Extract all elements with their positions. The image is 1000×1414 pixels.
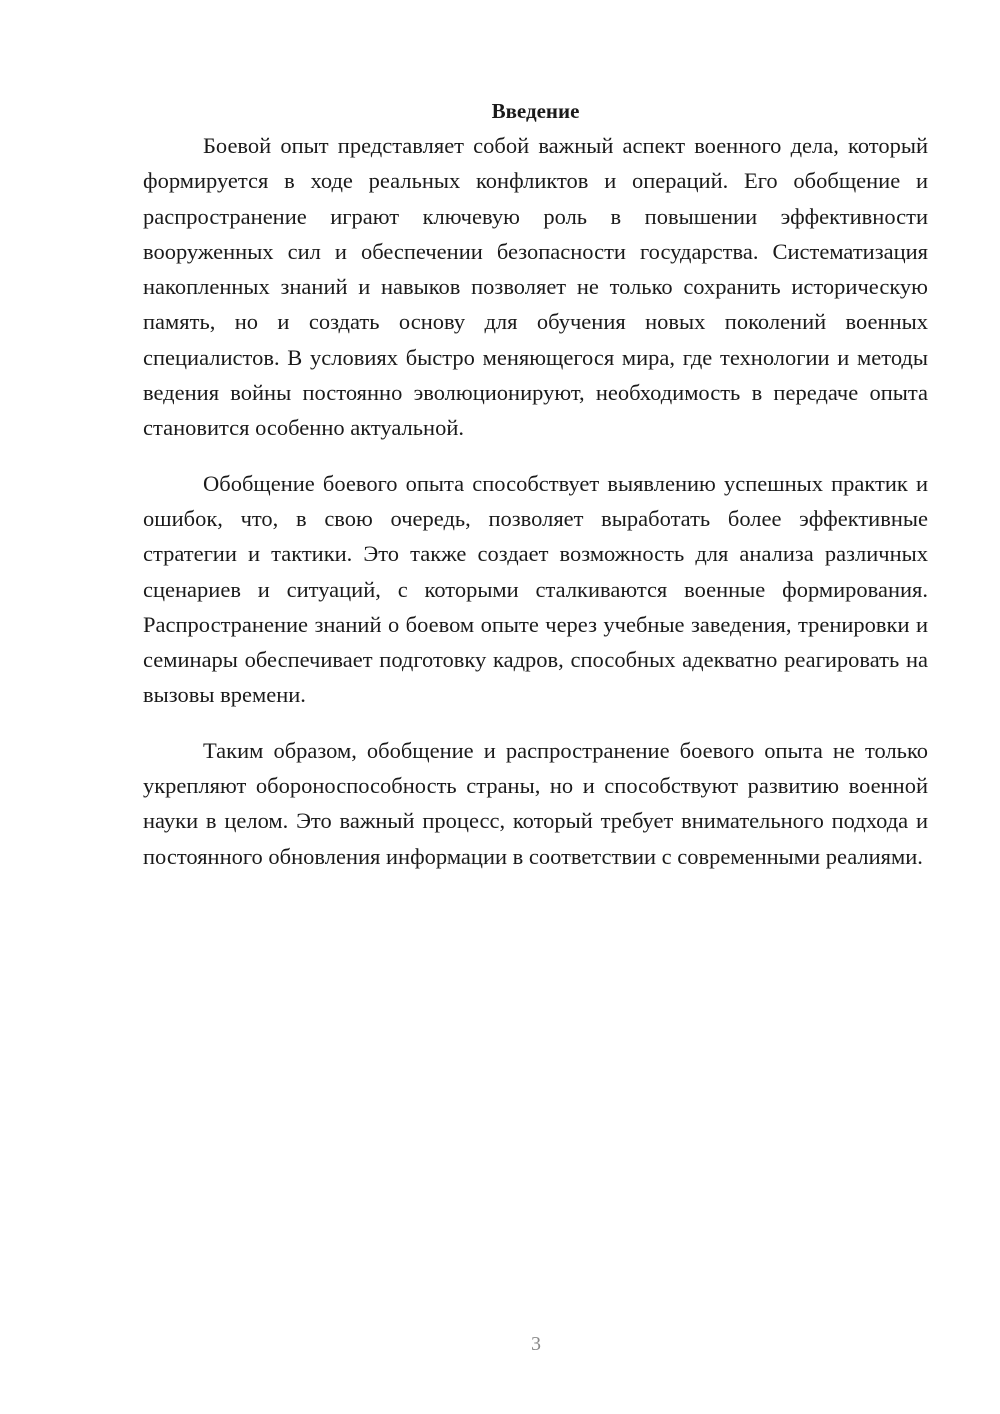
document-body bbox=[143, 96, 928, 894]
paragraph-2: Обобщение боевого опыта способствует выявлению успешных практик и ошибок, что, в свою очередь, позволяет выработать более эффективные стратегии и тактики. Это также создает возможность для анализа различных сценариев и ситуаций, с которыми сталкиваются военные формирования. Распространение знаний о боевом опыте через учебные заведения, тренировки и семинары обеспечивает подготовку кадров, способных адекватно реагировать на вызовы времени. bbox=[143, 470, 928, 708]
page-number: 3 bbox=[531, 1333, 541, 1355]
section-title: Введение bbox=[491, 99, 580, 123]
paragraph-3: Таким образом, обобщение и распространение боевого опыта не только укрепляют обороноспособность страны, но и способствуют развитию военной науки в целом. Это важный процесс, который требует внимательного подхода и постоянного обновления информации в соответствии с современными реалиями. bbox=[143, 737, 928, 869]
paragraph-1: Боевой опыт представляет собой важный аспект военного дела, который формируется в ходе реальных конфликтов и операций. Его обобщение и распространение играют ключевую роль в повышении эффективности вооруженных сил и обеспечении безопасности государства. Систематизация накопленных знаний и навыков позволяет не только сохранить историческую память, но и создать основу для обучения новых поколений военных специалистов. В условиях быстро меняющегося мира, где технологии и методы ведения войны постоянно эволюционируют, необходимость в передаче опыта становится особенно актуальной. bbox=[143, 133, 928, 441]
